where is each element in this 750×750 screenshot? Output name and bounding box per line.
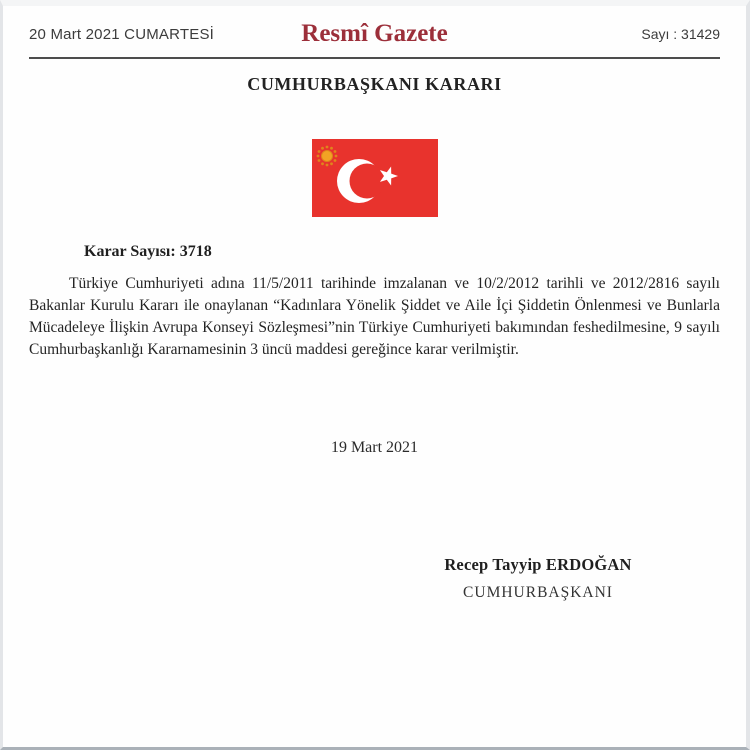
issue-date: 20 Mart 2021 CUMARTESİ xyxy=(29,25,215,43)
decree-body-text: Türkiye Cumhuriyeti adına 11/5/2011 tarihinde imzalanan ve 10/2/2012 tarihli ve 2012/2816 sayılı Bakanlar Kurulu Kararı ile onaylanan “Kadınlara Yönelik Şiddet ve Aile İçi Şiddetin Önlenmesi ve Bunlarla Mücadeleye İlişkin Avrupa Konseyi Sözleşmesi”nin Türkiye Cumhuriyeti bakımından feshedilmesine, 9 sayılı Cumhurbaşkanlığı Kararnamesinin 3 üncü maddesi gereğince karar verilmiştir. xyxy=(29,275,720,358)
crescent-inner xyxy=(349,164,384,199)
flag-container xyxy=(29,139,720,217)
decree-number: Karar Sayısı: 3718 xyxy=(84,243,212,260)
turkish-presidential-flag-icon xyxy=(312,139,438,217)
document-title: CUMHURBAŞKANI KARARI xyxy=(247,74,502,94)
signature-block xyxy=(398,555,678,602)
decision-date: 19 Mart 2021 xyxy=(330,439,419,456)
issue-number: Sayı : 31429 xyxy=(641,26,720,42)
gazette-header xyxy=(29,6,720,59)
signer-name: Recep Tayyip ERDOĞAN xyxy=(444,555,632,574)
gazette-masthead: Resmî Gazete xyxy=(301,20,448,47)
signer-title: CUMHURBAŞKANI xyxy=(463,584,613,601)
